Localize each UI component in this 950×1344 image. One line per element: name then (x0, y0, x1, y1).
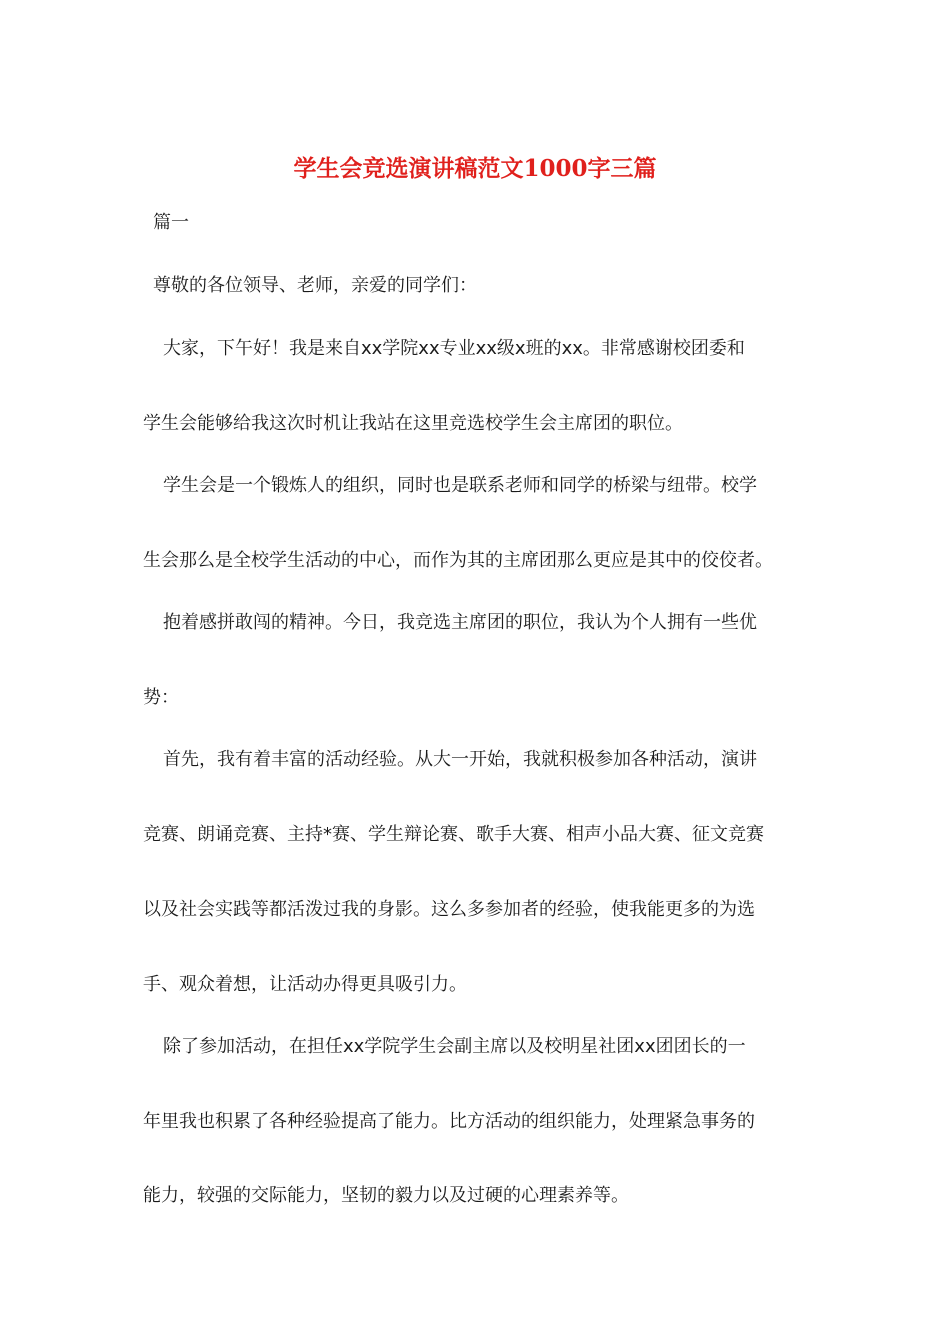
paragraph-line: 手、观众着想，让活动办得更具吸引力。 (143, 974, 467, 995)
paragraph-line: 学生会是一个锻炼人的组织，同时也是联系老师和同学的桥梁与纽带。校学 (163, 475, 757, 496)
paragraph-line: 学生会能够给我这次时机让我站在这里竞选校学生会主席团的职位。 (143, 413, 683, 434)
paragraph-line: 抱着感拼敢闯的精神。今日，我竞选主席团的职位，我认为个人拥有一些优 (163, 612, 757, 633)
section-heading: 篇一 (153, 212, 189, 233)
paragraph-line: 除了参加活动，在担任xx学院学生会副主席以及校明星社团xx团团长的一 (163, 1036, 746, 1057)
document-title: 学生会竞选演讲稿范文1000字三篇 (293, 155, 657, 182)
salutation: 尊敬的各位领导、老师，亲爱的同学们： (153, 275, 477, 296)
paragraph-line: 能力，较强的交际能力，坚韧的毅力以及过硬的心理素养等。 (143, 1185, 629, 1206)
paragraph-line: 首先，我有着丰富的活动经验。从大一开始，我就积极参加各种活动，演讲 (163, 749, 757, 770)
paragraph-line: 以及社会实践等都活泼过我的身影。这么多参加者的经验，使我能更多的为选 (143, 899, 755, 920)
paragraph-line: 大家，下午好！我是来自xx学院xx专业xx级x班的xx。非常感谢校团委和 (163, 338, 745, 359)
paragraph-line: 竞赛、朗诵竞赛、主持*赛、学生辩论赛、歌手大赛、相声小品大赛、征文竞赛 (143, 824, 764, 845)
paragraph-line: 势： (143, 687, 179, 708)
paragraph-line: 生会那么是全校学生活动的中心，而作为其的主席团那么更应是其中的佼佼者。 (143, 550, 773, 571)
paragraph-line: 年里我也积累了各种经验提高了能力。比方活动的组织能力，处理紧急事务的 (143, 1111, 755, 1132)
